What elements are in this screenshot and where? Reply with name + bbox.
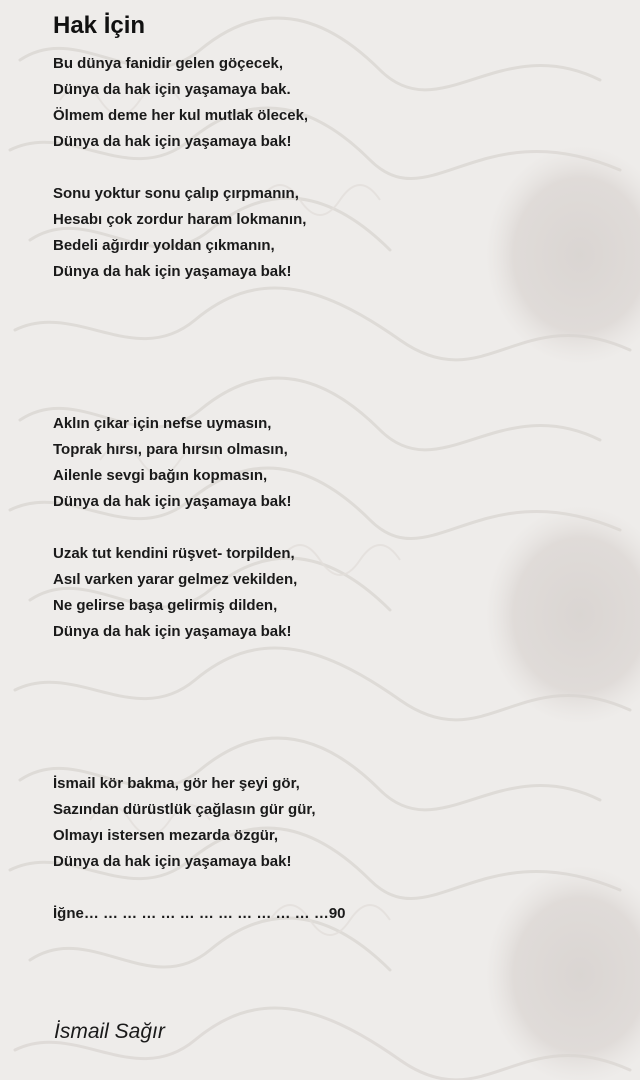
stanza-6: [53, 901, 346, 927]
poem-line: İsmail kör bakma, gör her şeyi gör,: [53, 775, 300, 792]
poem-line: Ölmem deme her kul mutlak ölecek,: [53, 107, 309, 124]
poem-line: Sonu yoktur sonu çalıp çırpmanın,: [53, 185, 299, 202]
author-name: İsmail Sağır: [54, 1020, 165, 1043]
poem-line: Aklın çıkar için nefse uymasın,: [53, 415, 272, 432]
stanza-3: [53, 411, 291, 515]
poem-line: Hesabı çok zordur haram lokmanın,: [53, 211, 307, 228]
poem-line: Ailenle sevgi bağın kopmasın,: [53, 467, 268, 484]
poem-line: Dünya da hak için yaşamaya bak.: [53, 81, 291, 98]
poem-line: Dünya da hak için yaşamaya bak!: [53, 493, 292, 510]
stanza-4: [53, 541, 297, 645]
poem-line: İğne… … … … … … … … … … … … …90: [53, 905, 346, 922]
poem-line: Asıl varken yarar gelmez vekilden,: [53, 571, 298, 588]
stanza-1: [53, 51, 308, 155]
poem-line: Dünya da hak için yaşamaya bak!: [53, 853, 292, 870]
poem-line: Bedeli ağırdır yoldan çıkmanın,: [53, 237, 275, 254]
poem-line: Sazından dürüstlük çağlasın gür gür,: [53, 801, 316, 818]
stanza-2: [53, 181, 306, 285]
stanza-5: [53, 771, 316, 875]
poem-line: Dünya da hak için yaşamaya bak!: [53, 133, 292, 150]
poem-line: Dünya da hak için yaşamaya bak!: [53, 263, 292, 280]
poem-line: Olmayı istersen mezarda özgür,: [53, 827, 279, 844]
poem-line: Toprak hırsı, para hırsın olmasın,: [53, 441, 288, 458]
poem-line: Dünya da hak için yaşamaya bak!: [53, 623, 292, 640]
poem-line: Uzak tut kendini rüşvet- torpilden,: [53, 545, 295, 562]
poem-line: Bu dünya fanidir gelen göçecek,: [53, 55, 284, 72]
poem-line: Ne gelirse başa gelirmiş dilden,: [53, 597, 278, 614]
poem-title: Hak İçin: [53, 12, 146, 39]
